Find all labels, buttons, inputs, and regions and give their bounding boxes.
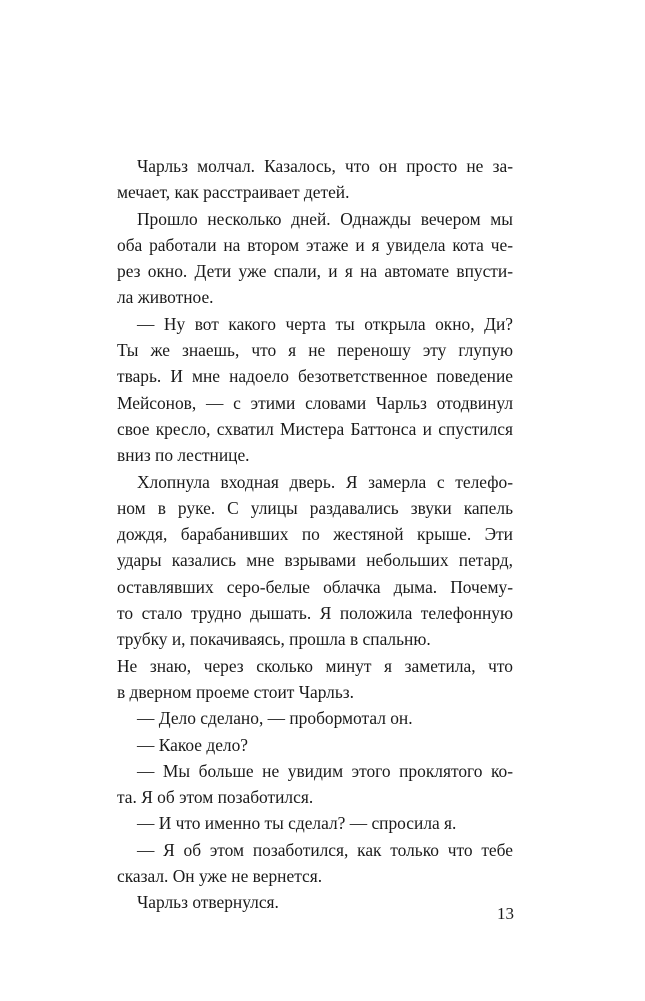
paragraph xyxy=(117,311,513,469)
text-line: оставлявших серо-белые облачка дыма. Почему- xyxy=(117,576,513,597)
text-line: то стало трудно дышать. Я положила телефонную xyxy=(117,603,513,624)
paragraph xyxy=(117,732,513,758)
text-line: ла животное. xyxy=(117,287,214,308)
text-line: дождя, барабанивших по жестяной крыше. Эти xyxy=(117,524,513,545)
page-number: 13 xyxy=(497,904,514,923)
text-line: Чарльз отвернулся. xyxy=(137,892,279,913)
paragraph xyxy=(117,758,513,811)
text-line: — И что именно ты сделал? — спросила я. xyxy=(137,813,457,834)
text-line: — Ну вот какого черта ты открыла окно, Ди? xyxy=(137,313,513,334)
paragraph xyxy=(117,705,513,731)
text-line: рез окно. Дети уже спали, и я на автомате впусти- xyxy=(117,261,513,282)
paragraph xyxy=(117,153,513,206)
text-line: Не знаю, через сколько минут я заметила, что xyxy=(117,655,513,676)
text-line: удары казались мне взрывами небольших петард, xyxy=(117,550,513,571)
text-line: та. Я об этом позаботился. xyxy=(117,787,314,808)
paragraph xyxy=(117,889,513,915)
text-line: — Мы больше не увидим этого проклятого ко- xyxy=(137,760,513,781)
text-line: тварь. И мне надоело безответственное поведение xyxy=(117,366,513,387)
text-line: в дверном проеме стоит Чарльз. xyxy=(117,681,355,702)
text-line: трубку и, покачиваясь, прошла в спальню. xyxy=(117,629,431,650)
text-line: Прошло несколько дней. Однажды вечером мы xyxy=(137,208,513,229)
text-line: свое кресло, схватил Мистера Баттонса и спустился xyxy=(117,418,513,439)
paragraph xyxy=(117,206,513,311)
text-line: ном в руке. С улицы раздавались звуки капель xyxy=(117,497,513,518)
text-line: Хлопнула входная дверь. Я замерла с телефо- xyxy=(137,471,513,492)
text-line: мечает, как расстраивает детей. xyxy=(117,182,350,203)
paragraph xyxy=(117,653,513,706)
text-line: — Какое дело? xyxy=(137,734,249,755)
paragraph xyxy=(117,810,513,836)
text-line: Чарльз молчал. Казалось, что он просто не за- xyxy=(137,156,513,176)
text-line: вниз по лестнице. xyxy=(117,445,250,466)
text-line: сказал. Он уже не вернется. xyxy=(117,866,323,887)
text-line: оба работали на втором этаже и я увидела кота че- xyxy=(117,234,513,255)
text-line: Мейсонов, — с этими словами Чарльз отодвинул xyxy=(117,392,513,413)
text-line: — Я об этом позаботился, как только что тебе xyxy=(137,839,513,860)
paragraph xyxy=(117,837,513,890)
text-line: Ты же знаешь, что я не переношу эту глупую xyxy=(117,340,513,361)
paragraph xyxy=(117,469,513,653)
text-line: — Дело сделано, — пробормотал он. xyxy=(137,708,413,729)
page-body-text xyxy=(117,153,513,916)
